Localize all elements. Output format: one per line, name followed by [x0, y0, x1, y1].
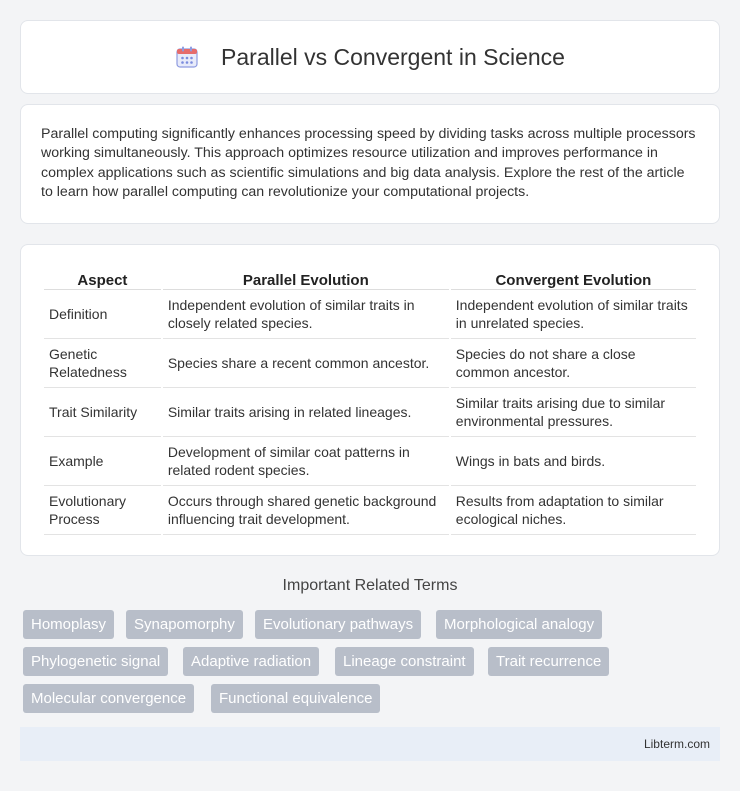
related-term-tag[interactable]: Homoplasy [23, 610, 114, 639]
intro-paragraph: Parallel computing significantly enhances processing speed by dividing tasks across multiple processors working simultaneously. This approach optimizes resource utilization and improves performance in complex applications such as scientific simulations and big data analysis. Explore the rest of the article to learn how parallel computing can revolutionize your computational projects. [41, 126, 696, 201]
table-cell: Evolutionary Process [44, 486, 161, 535]
table-header-cell: Parallel Evolution [163, 265, 449, 290]
table-header-cell: Aspect [44, 265, 161, 290]
related-term-tag[interactable]: Evolutionary pathways [255, 610, 421, 639]
table-row [44, 290, 696, 339]
table-cell: Results from adaptation to similar ecological niches. [451, 486, 696, 535]
related-terms-title: Important Related Terms [282, 577, 458, 594]
intro-card [20, 104, 720, 224]
related-term-tag[interactable]: Phylogenetic signal [23, 647, 168, 676]
footer [20, 727, 720, 761]
table-row [44, 339, 696, 388]
table-cell: Independent evolution of similar traits in unrelated species. [451, 290, 696, 339]
table-cell: Definition [44, 290, 161, 339]
table-cell: Wings in bats and birds. [451, 437, 696, 486]
related-term-tag[interactable]: Functional equivalence [211, 684, 380, 713]
table-header-cell: Convergent Evolution [451, 265, 696, 290]
table-cell: Development of similar coat patterns in related rodent species. [163, 437, 449, 486]
related-term-tag[interactable]: Adaptive radiation [183, 647, 319, 676]
table-cell: Trait Similarity [44, 388, 161, 437]
related-term-tag[interactable]: Morphological analogy [436, 610, 602, 639]
page-title: Parallel vs Convergent in Science [221, 43, 565, 70]
table-cell: Occurs through shared genetic background influencing trait development. [163, 486, 449, 535]
table-row [44, 388, 696, 437]
related-term-tag[interactable]: Molecular convergence [23, 684, 194, 713]
table-cell: Species do not share a close common ancestor. [451, 339, 696, 388]
table-row [44, 486, 696, 535]
calendar-icon [175, 45, 199, 69]
related-term-tag[interactable]: Trait recurrence [488, 647, 609, 676]
footer-site-link[interactable]: Libterm.com [643, 737, 710, 751]
table-cell: Example [44, 437, 161, 486]
table-row [44, 437, 696, 486]
related-term-tag[interactable]: Lineage constraint [335, 647, 474, 676]
table-cell: Genetic Relatedness [44, 339, 161, 388]
header-card [20, 20, 720, 94]
table-header-row [44, 265, 696, 290]
table-cell: Species share a recent common ancestor. [163, 339, 449, 388]
table-cell: Similar traits arising due to similar environmental pressures. [451, 388, 696, 437]
comparison-table-card [20, 244, 720, 556]
related-term-tag[interactable]: Synapomorphy [126, 610, 243, 639]
table-cell: Independent evolution of similar traits in closely related species. [163, 290, 449, 339]
comparison-table [42, 265, 698, 535]
table-cell: Similar traits arising in related lineages. [163, 388, 449, 437]
